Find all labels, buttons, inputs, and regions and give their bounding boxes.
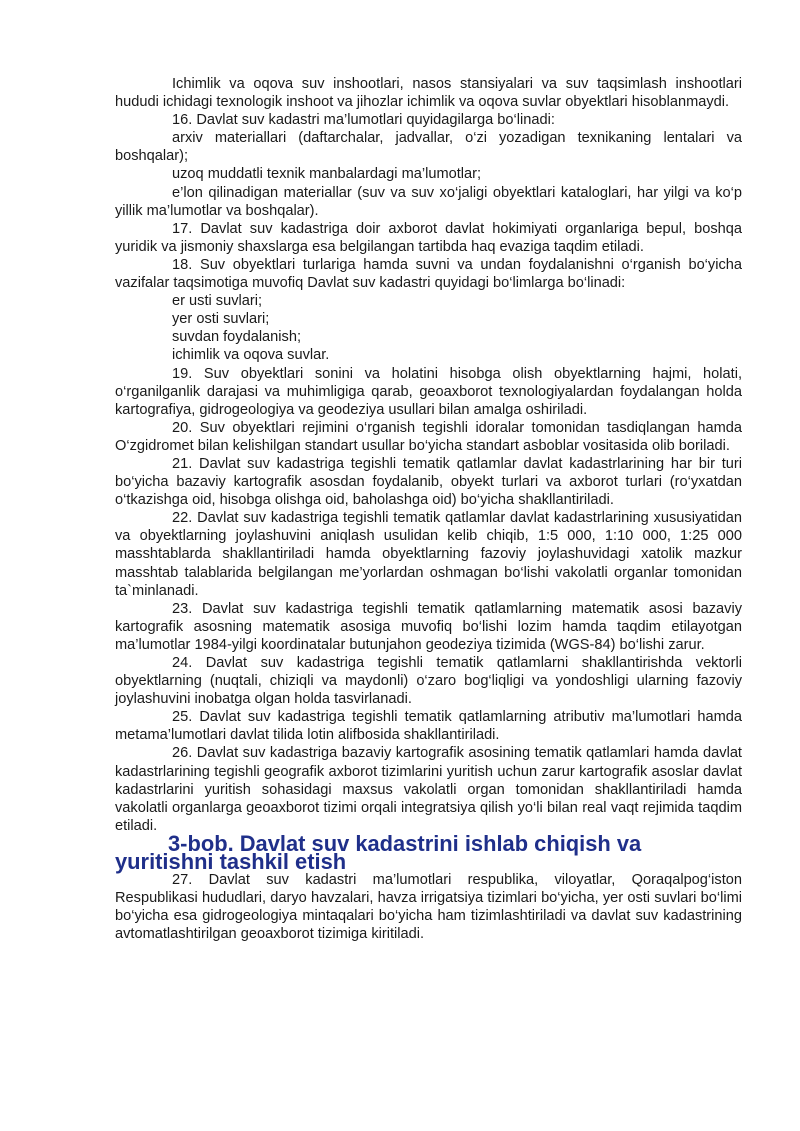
- paragraph-22: 22. Davlat suv kadastriga tegishli tematik qatlamlar davlat kadastrlarining xususiyatidan va obyektlarning joylashuvini aniqlash usulidan kelib chiqib, 1:5 000, 1:10 000, 1:25 000 masshtablarda shakllantiriladi hamda obyektlarning fazoviy joylashuvidagi xatolik mazkur masshtab talablarida belgilangan me’yorlardan oshmagan bo‘lishi vakolatli organlar tomonidan ta`minlanadi.: [115, 510, 742, 599]
- list-item-water-use: suvdan foydalanish;: [172, 329, 301, 346]
- paragraph-24: 24. Davlat suv kadastriga tegishli tematik qatlamlarni shakllantirishda vektorli obyektlarning (nuqtali, chiziqli va maydonli) o‘zaro bog‘liqligi va yondoshligi ularning fazoviy joylashuvini inobatga olgan holda tasvirlanadi.: [115, 655, 742, 708]
- paragraph-intro: Ichimlik va oqova suv inshootlari, nasos stansiyalari va suv taqsimlash inshootlari hududi ichidagi texnologik inshoot va jihozlar ichimlik va oqova suvlar obyektlari hisoblanmaydi.: [115, 76, 742, 111]
- paragraph-23: 23. Davlat suv kadastriga tegishli tematik qatlamlarning matematik asosi bazaviy kartografik asosning matematik asosiga muvofiq bo‘lishi lozim hamda taqdim etilayotgan ma’lumotlar 1984-yilgi koordinatalar butunjahon geodeziya tizimida (WGS-84) bo‘lishi zarur.: [115, 600, 742, 653]
- list-item-archive: arxiv materiallari (daftarchalar, jadvallar, o‘zi yozadigan texnikaning lentalari va boshqalar);: [115, 130, 742, 165]
- paragraph-21: 21. Davlat suv kadastriga tegishli tematik qatlamlar davlat kadastrlarining har bir turi bo‘yicha bazaviy kartografik asosdan foydalanib, obyekt turlari va axborot turlari (ro‘yxatdan o‘tkazishga oid, hisobga olishga oid, baholashga oid) bo‘yicha shakllantiriladi.: [115, 455, 742, 509]
- chapter-heading: 3-bob. Davlat suv kadastrini ishlab chiqish va yuritishni tashkil etish: [115, 830, 642, 875]
- list-item-published: e’lon qilinadigan materiallar (suv va suv xo‘jaligi obyektlari kataloglari, har yilgi va ko‘p yillik ma’lumotlar va boshqalar).: [115, 184, 742, 219]
- paragraph-25: 25. Davlat suv kadastriga tegishli tematik qatlamlarning atributiv ma’lumotlari hamda metama’lumotlari davlat tilida lotin alifbosida shakllantiriladi.: [115, 709, 742, 744]
- list-item-surface-water: er usti suvlari;: [172, 293, 263, 310]
- paragraph-17: 17. Davlat suv kadastriga doir axborot davlat hokimiyati organlariga bepul, boshqa yuridik va jismoniy shaxslarga esa belgilangan tartibda haq evaziga taqdim etiladi.: [115, 220, 742, 255]
- list-item-drinking-waste-water: ichimlik va oqova suvlar.: [172, 347, 330, 364]
- paragraph-26: 26. Davlat suv kadastriga bazaviy kartografik asosining tematik qatlamlari hamda davlat kadastrlarining tegishli geografik axborot tizimlarini yuritish uchun zarur kartografik asoslar davlat kadastrlarini yuritish sohasidagi maxsus vakolatli organ tomonidan shakllantiriladi hamda vakolatli organlarga geoaxborot tizimi orqali integratsiya qilish yo‘li bilan real vaqt rejimida taqdim etiladi.: [115, 745, 742, 834]
- list-item-long-term: uzoq muddatli texnik manbalardagi ma’lumotlar;: [172, 166, 482, 183]
- paragraph-16: 16. Davlat suv kadastri ma’lumotlari quyidagilarga bo‘linadi:: [172, 112, 555, 129]
- paragraph-27: 27. Davlat suv kadastri ma’lumotlari respublika, viloyatlar, Qoraqalpog‘iston Respublikasi hududlari, daryo havzalari, havza irrigatsiya tizimlari bo‘yicha, yer osti suvlari bo‘limi bo‘yicha esa gidrogeologiya mintaqalari bo‘yicha ham tizimlashtiriladi va davlat suv kadastrining avtomatlashtirilgan geoaxborot tizimiga kiritiladi.: [115, 872, 742, 943]
- paragraph-20: 20. Suv obyektlari rejimini o‘rganish tegishli idoralar tomonidan tasdiqlangan hamda O‘zgidromet bilan kelishilgan standart usullar bo‘yicha standart asboblar vositasida olib boriladi.: [115, 419, 742, 454]
- list-item-groundwater: yer osti suvlari;: [172, 311, 270, 328]
- document-page: [115, 75, 742, 944]
- paragraph-19: 19. Suv obyektlari sonini va holatini hisobga olish obyektlarning hajmi, holati, o‘rganilganlik darajasi va muhimligiga qarab, geoaxborot texnologiyalardan foydalangan holda kartografiya, gidrogeologiya va geodeziya usullari bilan amalga oshiriladi.: [115, 365, 742, 418]
- paragraph-18: 18. Suv obyektlari turlariga hamda suvni va undan foydalanishni o‘rganish bo‘yicha vazifalar taqsimotiga muvofiq Davlat suv kadastri quyidagi bo‘limlarga bo‘linadi:: [115, 256, 742, 292]
